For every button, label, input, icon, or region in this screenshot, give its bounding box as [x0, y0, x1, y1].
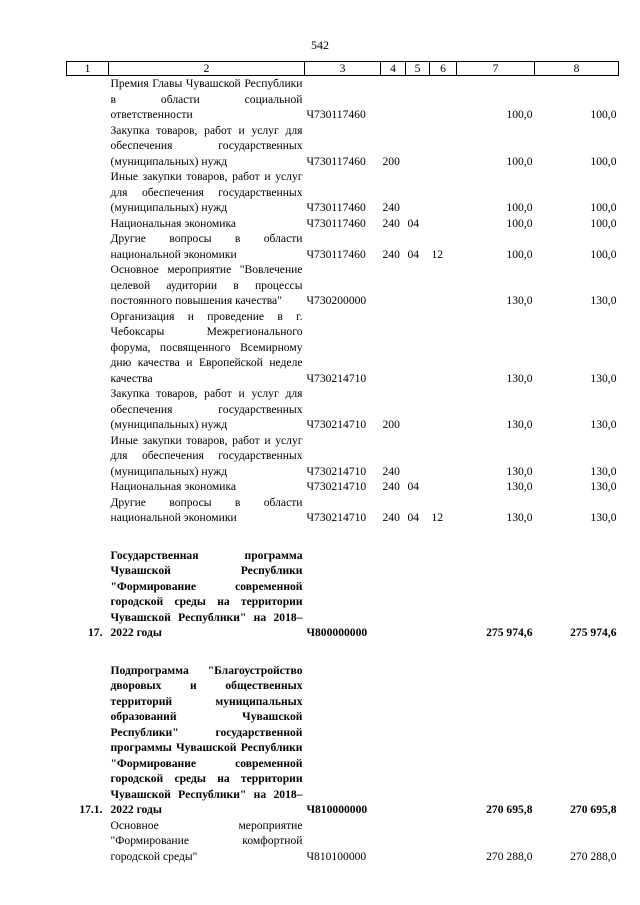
table-row	[67, 548, 619, 641]
row-col4	[381, 663, 406, 818]
row-col6	[430, 169, 457, 216]
row-index: 17.1.	[79, 803, 103, 816]
column-header: 5	[406, 62, 430, 76]
row-col6	[430, 433, 457, 480]
row-col6	[430, 479, 457, 495]
row-index	[67, 479, 109, 495]
column-header: 4	[381, 62, 406, 76]
row-col4: 240	[382, 216, 400, 230]
row-name: Иные закупки товаров, работ и услуг для обеспечения государственных (муниципальных) нужд	[110, 433, 303, 478]
row-value-8: 130,0	[590, 371, 617, 385]
table-row	[67, 231, 619, 262]
row-col4	[381, 76, 406, 123]
row-index	[67, 123, 109, 170]
row-col5	[406, 548, 430, 641]
row-col5	[406, 663, 430, 818]
row-value-7: 100,0	[506, 201, 533, 214]
row-value-8: 100,0	[590, 201, 617, 214]
row-spacer	[67, 526, 619, 548]
row-value-8: 100,0	[590, 216, 617, 230]
row-col4	[381, 309, 406, 387]
column-header: 3	[305, 62, 381, 76]
row-code: Ч730117460	[306, 154, 366, 168]
row-value-7: 130,0	[506, 294, 533, 307]
row-value-8: 130,0	[590, 294, 617, 307]
row-name: Премия Главы Чувашской Республики в области социальной ответственности	[110, 77, 303, 121]
row-spacer	[67, 641, 619, 663]
row-value-7: 130,0	[506, 464, 533, 478]
row-index	[67, 262, 109, 309]
row-index	[67, 495, 109, 526]
row-col5	[406, 169, 430, 216]
row-col4: 240	[382, 480, 400, 493]
row-col5	[406, 818, 430, 865]
row-col6	[430, 309, 457, 387]
row-value-7: 100,0	[506, 108, 533, 121]
column-header: 1	[67, 62, 109, 76]
column-header: 8	[535, 62, 619, 76]
row-col6	[430, 386, 457, 433]
row-code: Ч730214710	[306, 480, 367, 493]
row-value-7: 130,0	[506, 418, 533, 431]
row-col6	[430, 123, 457, 170]
row-col5: 04	[407, 247, 420, 261]
row-value-7: 130,0	[506, 480, 533, 493]
row-col5: 04	[407, 511, 420, 524]
row-col6	[430, 818, 457, 865]
table-row	[67, 262, 619, 309]
row-value-7: 100,0	[506, 247, 533, 261]
column-header: 2	[109, 62, 305, 76]
table-row	[67, 309, 619, 387]
row-col5	[406, 76, 430, 123]
row-name: Государственная программа Чувашской Республики "Формирование современной городской среды на территории Чувашской Республики" на 2018–2022 годы	[110, 548, 303, 639]
row-value-8: 100,0	[590, 247, 617, 261]
row-name: Другие вопросы в области национальной экономики	[110, 232, 303, 261]
row-value-8: 270 288,0	[570, 849, 617, 863]
row-code: Ч730214710	[306, 418, 367, 431]
row-code: Ч800000000	[306, 626, 368, 639]
row-value-7: 100,0	[506, 216, 533, 230]
row-index	[67, 216, 109, 232]
row-name: Подпрограмма "Благоустройство дворовых и общественных территорий муниципальных образований Чувашской Республики" государственной программы Чувашской Республики "Формирование современной городской среды на территории Чувашской Республики" на 2018–2022 годы	[110, 663, 303, 816]
row-name: Основное мероприятие "Формирование комфортной городской среды"	[110, 818, 303, 863]
row-value-8: 130,0	[590, 418, 617, 431]
row-col6: 12	[431, 511, 444, 524]
table-row	[67, 386, 619, 433]
row-value-7: 130,0	[506, 511, 533, 524]
row-name: Иные закупки товаров, работ и услуг для обеспечения государственных (муниципальных) нужд	[110, 170, 303, 214]
row-col5: 04	[407, 216, 420, 230]
table-row	[67, 663, 619, 818]
header-row	[67, 62, 619, 76]
row-col6: 12	[431, 247, 444, 261]
row-col4	[381, 548, 406, 641]
row-value-7: 130,0	[506, 371, 533, 385]
row-name: Национальная экономика	[110, 216, 237, 230]
row-index	[67, 818, 109, 865]
table-row	[67, 433, 619, 480]
row-value-8: 100,0	[590, 108, 617, 121]
row-index	[67, 309, 109, 387]
row-code: Ч730200000	[306, 294, 367, 307]
row-index	[67, 433, 109, 480]
row-col4	[381, 818, 406, 865]
row-index: 17.	[88, 626, 103, 639]
table-row	[67, 123, 619, 170]
row-value-8: 100,0	[590, 154, 617, 168]
column-header: 7	[457, 62, 535, 76]
row-value-7: 270 288,0	[486, 849, 533, 863]
row-code: Ч730214710	[306, 511, 367, 524]
row-code: Ч810000000	[306, 803, 368, 816]
row-col4: 240	[382, 201, 400, 214]
row-name: Организация и проведение в г. Чебоксары Межрегионального форума, посвященного Всемирному дню качества и Европейской неделе качества	[110, 309, 303, 385]
row-col4: 240	[382, 247, 400, 261]
table-row	[67, 216, 619, 232]
row-index	[67, 169, 109, 216]
row-name: Национальная экономика	[110, 480, 237, 493]
row-name: Основное мероприятие "Вовлечение целевой аудитории в процессы постоянного повышения качества"	[110, 263, 303, 307]
table-row	[67, 818, 619, 865]
row-col4: 200	[382, 154, 400, 168]
row-name: Другие вопросы в области национальной экономики	[110, 495, 303, 524]
row-col6	[430, 663, 457, 818]
row-name: Закупка товаров, работ и услуг для обеспечения государственных (муниципальных) нужд	[110, 123, 303, 168]
row-code: Ч730214710	[306, 371, 367, 385]
column-header: 6	[430, 62, 457, 76]
table-row	[67, 76, 619, 123]
row-value-7: 100,0	[506, 154, 533, 168]
row-col6	[430, 262, 457, 309]
row-code: Ч730117460	[306, 108, 366, 121]
row-value-8: 130,0	[590, 511, 617, 524]
row-col6	[430, 216, 457, 232]
row-index	[67, 231, 109, 262]
row-col4: 240	[382, 511, 400, 524]
row-col5: 04	[407, 480, 420, 493]
table-row	[67, 495, 619, 526]
row-value-8: 270 695,8	[570, 803, 617, 816]
page-number: 542	[311, 38, 329, 52]
row-col6	[430, 76, 457, 123]
row-value-8: 275 974,6	[570, 626, 617, 639]
row-col5	[406, 262, 430, 309]
row-value-7: 270 695,8	[486, 803, 533, 816]
table-row	[67, 479, 619, 495]
row-index	[67, 386, 109, 433]
row-col4: 240	[382, 464, 400, 478]
row-index	[67, 76, 109, 123]
row-col5	[406, 386, 430, 433]
row-value-8: 130,0	[590, 464, 617, 478]
row-value-8: 130,0	[590, 480, 617, 493]
row-code: Ч810100000	[306, 849, 367, 863]
row-col4	[381, 262, 406, 309]
row-code: Ч730117460	[306, 216, 366, 230]
row-col4: 200	[382, 418, 400, 431]
row-code: Ч730117460	[306, 201, 366, 214]
row-name: Закупка товаров, работ и услуг для обеспечения государственных (муниципальных) нужд	[110, 387, 303, 431]
row-col5	[406, 433, 430, 480]
budget-table	[66, 61, 619, 864]
row-col5	[406, 309, 430, 387]
table-row	[67, 169, 619, 216]
row-value-7: 275 974,6	[486, 626, 533, 639]
row-col5	[406, 123, 430, 170]
row-code: Ч730117460	[306, 247, 366, 261]
row-code: Ч730214710	[306, 464, 367, 478]
row-col6	[430, 548, 457, 641]
